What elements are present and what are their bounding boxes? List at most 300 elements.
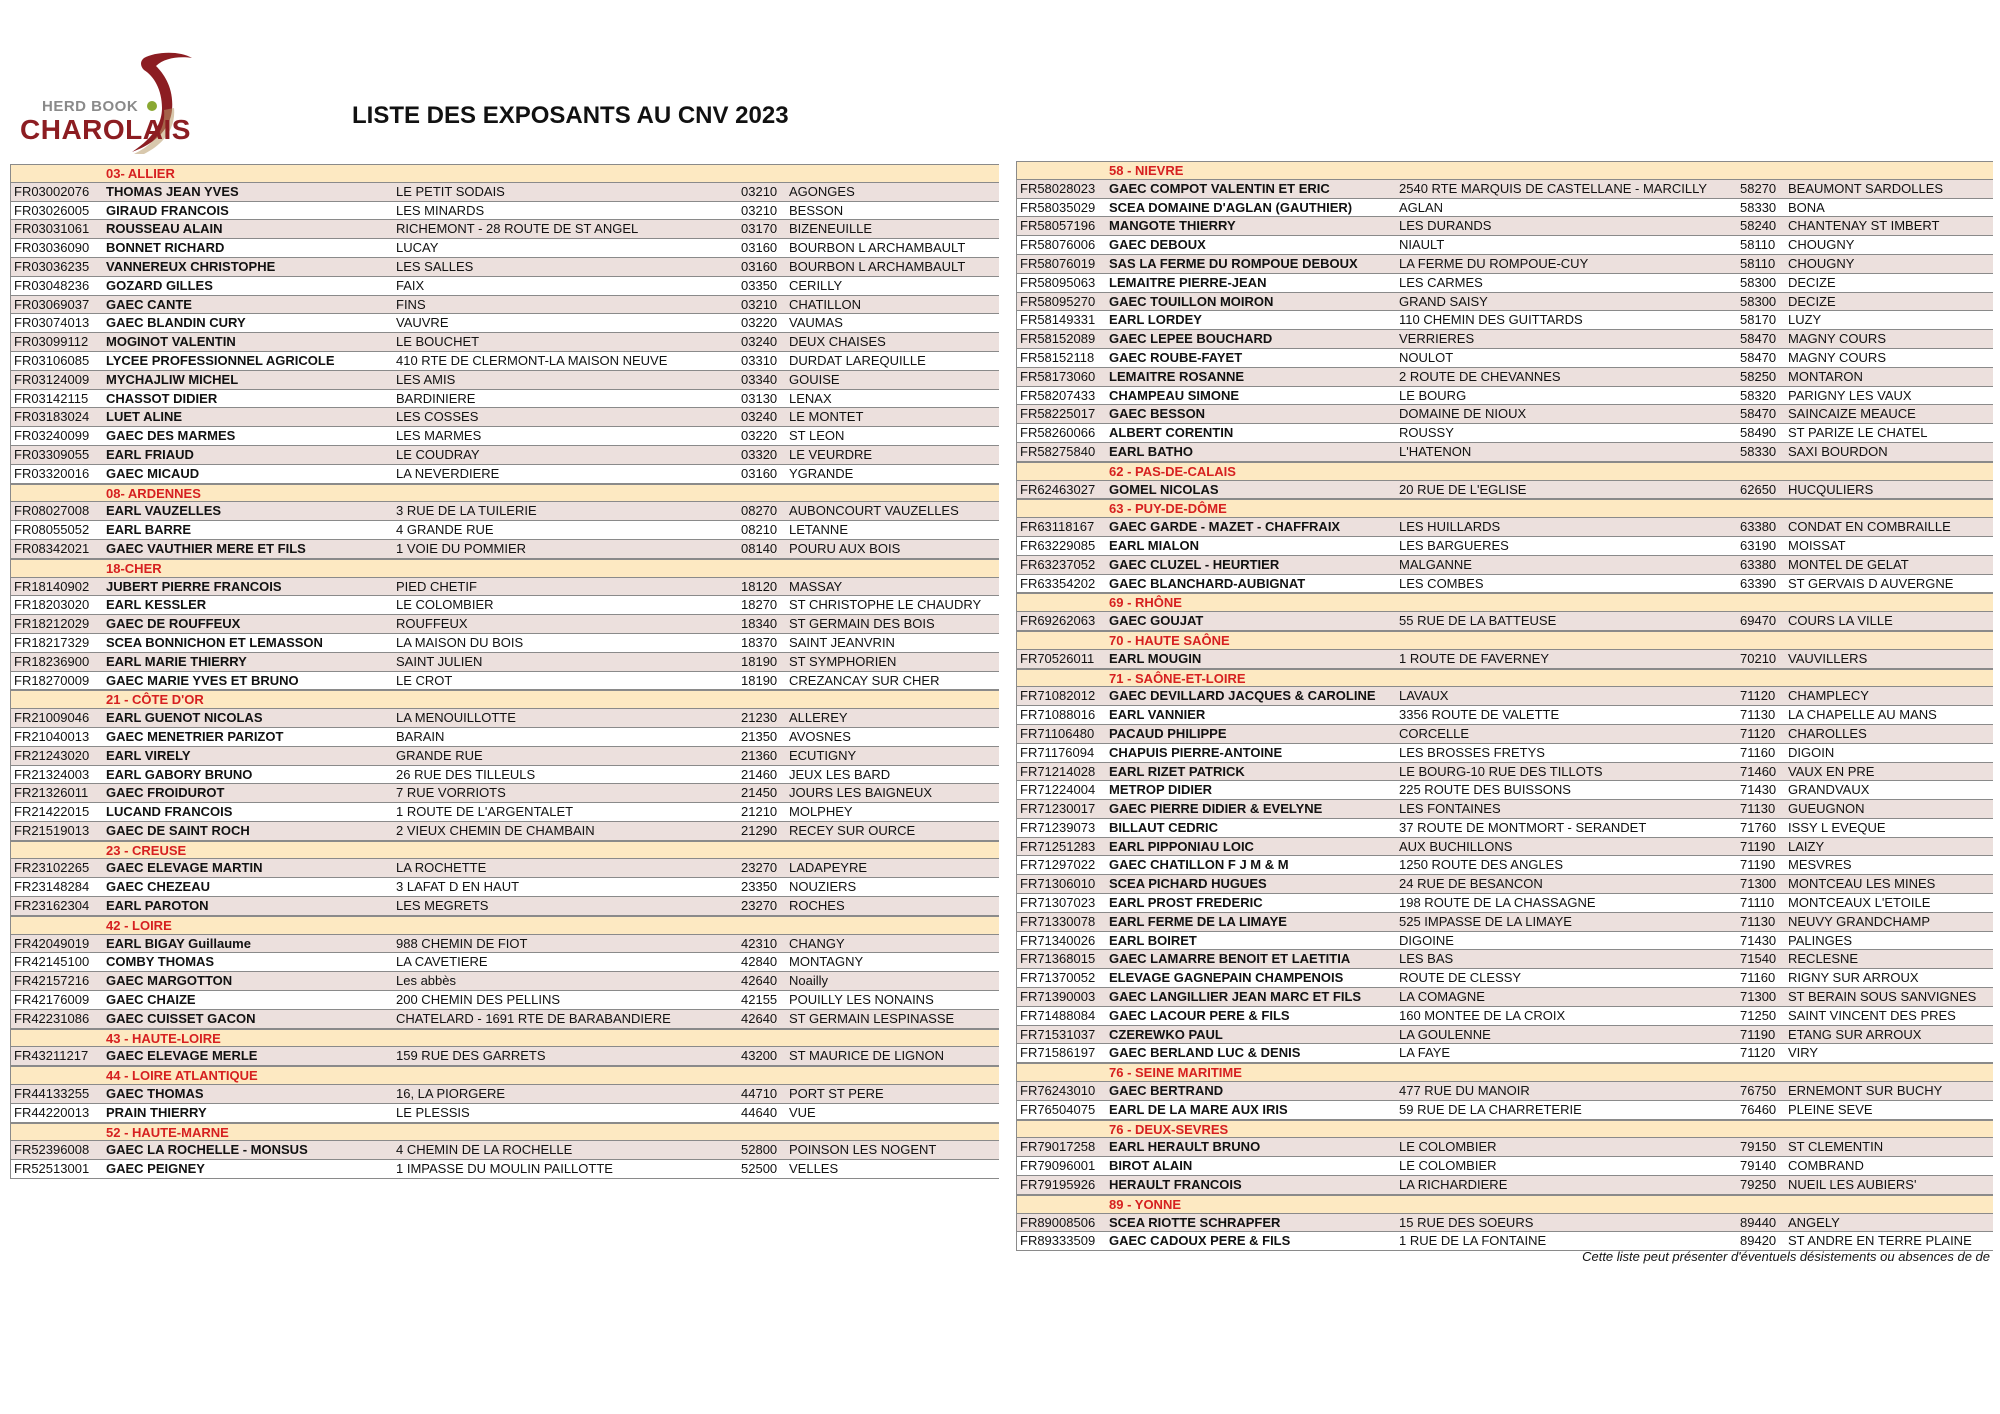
cheptel-number: FR70526011	[1020, 650, 1095, 666]
postal-code: 79250	[1740, 1177, 1777, 1193]
exhibitor-name: GIRAUD FRANCOIS	[106, 202, 229, 218]
table-row	[11, 596, 999, 615]
postal-code: 03210	[741, 296, 778, 312]
city: VAUVILLERS	[1788, 650, 1868, 666]
cheptel-number: FR03031061	[14, 221, 90, 237]
city: ST SYMPHORIEN	[789, 653, 897, 669]
address: 410 RTE DE CLERMONT-LA MAISON NEUVE	[396, 352, 668, 368]
table-row	[11, 578, 999, 597]
city: POURU AUX BOIS	[789, 540, 901, 556]
table-row	[1017, 518, 1993, 537]
city: CHANTENAY ST IMBERT	[1788, 218, 1940, 234]
exhibitor-name: CHASSOT DIDIER	[106, 390, 218, 406]
city: BEAUMONT SARDOLLES	[1788, 180, 1944, 196]
herd-book-charolais-logo	[14, 48, 204, 156]
cheptel-number: FR89008506	[1020, 1214, 1096, 1230]
exhibitor-name: EARL PIPPONIAU LOIC	[1109, 838, 1254, 854]
cheptel-number: FR18236900	[14, 653, 90, 669]
exhibitor-name: BIROT ALAIN	[1109, 1158, 1193, 1174]
department-name: 03- ALLIER	[106, 166, 175, 181]
department-header	[1017, 462, 1993, 481]
table-row	[1017, 405, 1993, 424]
exhibitor-name: GOMEL NICOLAS	[1109, 481, 1219, 497]
exhibitor-name: GAEC COMPOT VALENTIN ET ERIC	[1109, 180, 1330, 196]
cheptel-number: FR21324003	[14, 766, 90, 782]
table-row	[1017, 800, 1993, 819]
city: MASSAY	[789, 578, 843, 594]
address: BARDINIERE	[396, 390, 476, 406]
department-header	[11, 841, 999, 860]
table-row	[1017, 687, 1993, 706]
address: 2 ROUTE DE CHEVANNES	[1399, 368, 1561, 384]
postal-code: 71160	[1740, 970, 1776, 986]
table-row	[1017, 556, 1993, 575]
table-row	[11, 709, 999, 728]
exhibitor-name: EARL MARIE THIERRY	[106, 653, 247, 669]
table-row	[1017, 349, 1993, 368]
city: BONA	[1788, 199, 1825, 215]
cheptel-number: FR79017258	[1020, 1139, 1096, 1155]
address: LE BOURG-10 RUE DES TILLOTS	[1399, 763, 1603, 779]
table-row	[1017, 894, 1993, 913]
postal-code: 18190	[741, 653, 778, 669]
exhibitor-name: GAEC PEIGNEY	[106, 1161, 205, 1177]
city: MONTEL DE GELAT	[1788, 556, 1909, 572]
table-row	[1017, 1044, 1993, 1063]
table-row	[1017, 387, 1993, 406]
cheptel-number: FR71306010	[1020, 876, 1096, 892]
address: NOULOT	[1399, 349, 1454, 365]
postal-code: 03310	[741, 352, 778, 368]
postal-code: 71120	[1740, 725, 1776, 741]
exhibitor-name: GAEC BLANCHARD-AUBIGNAT	[1109, 575, 1306, 591]
city: CREZANCAY SUR CHER	[789, 672, 940, 688]
city: MONTARON	[1788, 368, 1863, 384]
address: 1 ROUTE DE FAVERNEY	[1399, 650, 1550, 666]
cheptel-number: FR42157216	[14, 973, 90, 989]
cheptel-number: FR03099112	[14, 334, 89, 350]
city: POUILLY LES NONAINS	[789, 992, 934, 1008]
postal-code: 71460	[1740, 763, 1777, 779]
cheptel-number: FR58173060	[1020, 368, 1096, 384]
cheptel-number: FR03309055	[14, 446, 90, 462]
exhibitor-name: EARL FRIAUD	[106, 446, 194, 462]
department-name: 44 - LOIRE ATLANTIQUE	[106, 1068, 258, 1084]
department-name: 08- ARDENNES	[106, 485, 201, 501]
address: 200 CHEMIN DES PELLINS	[396, 992, 561, 1008]
postal-code: 43200	[741, 1048, 778, 1064]
cheptel-number: FR71307023	[1020, 895, 1096, 911]
table-row	[1017, 443, 1993, 462]
postal-code: 23350	[741, 879, 778, 895]
table-row	[11, 1104, 999, 1123]
table-row	[11, 371, 999, 390]
city: LE VEURDRE	[789, 446, 873, 462]
department-header	[1017, 499, 1993, 518]
postal-code: 62650	[1740, 481, 1777, 497]
cheptel-number: FR79195926	[1020, 1177, 1096, 1193]
address: NIAULT	[1399, 237, 1445, 253]
city: POINSON LES NOGENT	[789, 1142, 937, 1158]
table-row	[11, 859, 999, 878]
cheptel-number: FR71488084	[1020, 1007, 1096, 1023]
table-row	[11, 672, 999, 691]
address: LES BAS	[1399, 951, 1454, 967]
exhibitor-name: GAEC DE SAINT ROCH	[106, 822, 250, 838]
exhibitor-name: GAEC GARDE - MAZET - CHAFFRAIX	[1109, 519, 1341, 535]
table-row	[1017, 1157, 1993, 1176]
exhibitor-name: EARL RIZET PATRICK	[1109, 763, 1245, 779]
address: 26 RUE DES TILLEULS	[396, 766, 536, 782]
city: CHAMPLECY	[1788, 688, 1869, 704]
cheptel-number: FR03026005	[14, 202, 90, 218]
postal-code: 58470	[1740, 406, 1777, 422]
postal-code: 58330	[1740, 199, 1777, 215]
cheptel-number: FR71370052	[1020, 970, 1096, 986]
address: LE PLESSIS	[396, 1104, 470, 1120]
postal-code: 03240	[741, 409, 778, 425]
postal-code: 71120	[1740, 688, 1776, 704]
city: AGONGES	[789, 183, 855, 199]
city: VUE	[789, 1104, 816, 1120]
address: 525 IMPASSE DE LA LIMAYE	[1399, 913, 1572, 929]
exhibitor-name: VANNEREUX CHRISTOPHE	[106, 258, 276, 274]
postal-code: 21460	[741, 766, 778, 782]
cheptel-number: FR71082012	[1020, 688, 1096, 704]
table-row	[1017, 368, 1993, 387]
table-row	[11, 935, 999, 954]
postal-code: 71130	[1740, 707, 1776, 723]
cheptel-number: FR42231086	[14, 1010, 90, 1026]
city: NUEIL LES AUBIERS'	[1788, 1177, 1917, 1193]
table-row	[1017, 481, 1993, 500]
table-row	[1017, 575, 1993, 594]
postal-code: 71190	[1740, 857, 1776, 873]
address: VAUVRE	[396, 315, 449, 331]
cheptel-number: FR71340026	[1020, 932, 1096, 948]
exhibitor-name: MANGOTE THIERRY	[1109, 218, 1236, 234]
exhibitor-name: CZEREWKO PAUL	[1109, 1026, 1223, 1042]
cheptel-number: FR58057196	[1020, 218, 1096, 234]
exhibitor-name: GAEC TOUILLON MOIRON	[1109, 293, 1274, 309]
exhibitor-name: SCEA RIOTTE SCHRAPFER	[1109, 1214, 1281, 1230]
cheptel-number: FR63229085	[1020, 537, 1096, 553]
table-row	[11, 1160, 999, 1179]
address: MALGANNE	[1399, 556, 1472, 572]
table-row	[11, 333, 999, 352]
city: COMBRAND	[1788, 1158, 1864, 1174]
address: LA FERME DU ROMPOUE-CUY	[1399, 255, 1589, 271]
postal-code: 71190	[1740, 838, 1776, 854]
table-row	[11, 1047, 999, 1066]
table-row	[1017, 1007, 1993, 1026]
cheptel-number: FR71224004	[1020, 782, 1096, 798]
department-header	[11, 916, 999, 935]
cheptel-number: FR58035029	[1020, 199, 1096, 215]
exhibitor-name: EARL GUENOT NICOLAS	[106, 710, 263, 726]
cheptel-number: FR03002076	[14, 183, 90, 199]
cheptel-number: FR69262063	[1020, 613, 1096, 629]
city: NOUZIERS	[789, 879, 857, 895]
exhibitor-name: EARL HERAULT BRUNO	[1109, 1139, 1261, 1155]
address: LES COMBES	[1399, 575, 1484, 591]
logo-charolais: CHAROLAIS	[20, 114, 191, 145]
postal-code: 71120	[1740, 1045, 1776, 1061]
table-row	[11, 408, 999, 427]
table-row	[1017, 781, 1993, 800]
city: DECIZE	[1788, 293, 1836, 309]
address: VERRIERES	[1399, 331, 1475, 347]
cheptel-number: FR18212029	[14, 616, 90, 632]
cheptel-number: FR21243020	[14, 747, 90, 763]
table-row	[11, 465, 999, 484]
cheptel-number: FR58095063	[1020, 274, 1096, 290]
postal-code: 58470	[1740, 331, 1777, 347]
address: LE CROT	[396, 672, 453, 688]
table-row	[1017, 537, 1993, 556]
city: ETANG SUR ARROUX	[1788, 1026, 1922, 1042]
postal-code: 71300	[1740, 876, 1777, 892]
exhibitor-name: BONNET RICHARD	[106, 240, 225, 256]
postal-code: 03210	[741, 202, 778, 218]
address: ROUSSY	[1399, 425, 1454, 441]
postal-code: 58240	[1740, 218, 1777, 234]
table-row	[11, 728, 999, 747]
address: 15 RUE DES SOEURS	[1399, 1214, 1534, 1230]
exhibitor-name: GAEC LACOUR PERE & FILS	[1109, 1007, 1290, 1023]
city: ISSY L EVEQUE	[1788, 819, 1886, 835]
cheptel-number: FR79096001	[1020, 1158, 1096, 1174]
address: AGLAN	[1399, 199, 1444, 215]
exhibitor-name: EARL MOUGIN	[1109, 650, 1202, 666]
cheptel-number: FR58207433	[1020, 387, 1096, 403]
postal-code: 08210	[741, 522, 778, 538]
postal-code: 58320	[1740, 387, 1777, 403]
postal-code: 71160	[1740, 744, 1776, 760]
address: FAIX	[396, 277, 425, 293]
city: CHANGY	[789, 935, 845, 951]
department-name: 52 - HAUTE-MARNE	[106, 1124, 229, 1140]
address: Les abbès	[396, 973, 456, 989]
address: GRAND SAISY	[1399, 293, 1488, 309]
table-row	[11, 390, 999, 409]
postal-code: 63190	[1740, 537, 1777, 553]
address: LA RICHARDIERE	[1399, 1177, 1508, 1193]
address: LA GOULENNE	[1399, 1026, 1491, 1042]
city: ECUTIGNY	[789, 747, 857, 763]
postal-code: 42640	[741, 1010, 778, 1026]
cheptel-number: FR03048236	[14, 277, 90, 293]
table-row	[1017, 838, 1993, 857]
city: PLEINE SEVE	[1788, 1101, 1873, 1117]
table-row	[1017, 1176, 1993, 1195]
postal-code: 58300	[1740, 274, 1777, 290]
postal-code: 03170	[741, 221, 778, 237]
exhibitor-name: PACAUD PHILIPPE	[1109, 725, 1227, 741]
exhibitor-name: GAEC ELEVAGE MERLE	[106, 1048, 258, 1064]
cheptel-number: FR71297022	[1020, 857, 1096, 873]
address: LA NEVERDIERE	[396, 465, 500, 481]
department-header	[11, 1123, 999, 1142]
department-name: 62 - PAS-DE-CALAIS	[1109, 463, 1236, 479]
address: 20 RUE DE L'EGLISE	[1399, 481, 1527, 497]
cheptel-number: FR21422015	[14, 804, 90, 820]
table-row	[11, 202, 999, 221]
cheptel-number: FR03124009	[14, 371, 90, 387]
address: LE COLOMBIER	[1399, 1158, 1497, 1174]
address: LA ROCHETTE	[396, 860, 487, 876]
table-row	[1017, 1026, 1993, 1045]
exhibitor-name: GOZARD GILLES	[106, 277, 213, 293]
postal-code: 71430	[1740, 782, 1777, 798]
address: ROUTE DE CLESSY	[1399, 970, 1522, 986]
city: SAINT VINCENT DES PRES	[1788, 1007, 1956, 1023]
postal-code: 03160	[741, 240, 778, 256]
cheptel-number: FR58260066	[1020, 425, 1096, 441]
postal-code: 03210	[741, 183, 778, 199]
cheptel-number: FR44220013	[14, 1104, 90, 1120]
city: LENAX	[789, 390, 832, 406]
cheptel-number: FR71330078	[1020, 913, 1096, 929]
cheptel-number: FR63354202	[1020, 575, 1096, 591]
city: ERNEMONT SUR BUCHY	[1788, 1083, 1943, 1099]
table-row	[1017, 988, 1993, 1007]
city: HUCQULIERS	[1788, 481, 1874, 497]
city: LA CHAPELLE AU MANS	[1788, 707, 1937, 723]
exhibitor-name: GAEC MENETRIER PARIZOT	[106, 728, 284, 744]
table-row	[11, 183, 999, 202]
city: SAINT JEANVRIN	[789, 634, 895, 650]
postal-code: 03220	[741, 428, 778, 444]
department-name: 89 - YONNE	[1109, 1196, 1182, 1212]
postal-code: 71110	[1740, 895, 1775, 911]
address: 4 CHEMIN DE LA ROCHELLE	[396, 1142, 573, 1158]
table-row	[1017, 950, 1993, 969]
exhibitor-name: LUCAND FRANCOIS	[106, 804, 233, 820]
address: L'HATENON	[1399, 443, 1472, 459]
city: CONDAT EN COMBRAILLE	[1788, 519, 1951, 535]
cheptel-number: FR71106480	[1020, 725, 1095, 741]
exhibitor-name: SCEA PICHARD HUGUES	[1109, 876, 1267, 892]
table-row	[11, 634, 999, 653]
city: BESSON	[789, 202, 844, 218]
city: DURDAT LAREQUILLE	[789, 352, 926, 368]
cheptel-number: FR58152118	[1020, 349, 1095, 365]
address: LUCAY	[396, 240, 439, 256]
address: 16, LA PIORGERE	[396, 1086, 506, 1102]
city: ST GERMAIN LESPINASSE	[789, 1010, 955, 1026]
address: LES DURANDS	[1399, 218, 1492, 234]
cheptel-number: FR03240099	[14, 428, 90, 444]
department-header	[11, 484, 999, 503]
address: LES COSSES	[396, 409, 479, 425]
exhibitor-name: GAEC CHAIZE	[106, 992, 196, 1008]
city: VIRY	[1788, 1045, 1819, 1061]
postal-code: 58270	[1740, 180, 1777, 196]
table-row	[11, 972, 999, 991]
postal-code: 71250	[1740, 1007, 1777, 1023]
exhibitor-name: EARL PROST FREDERIC	[1109, 895, 1263, 911]
cheptel-number: FR71214028	[1020, 763, 1096, 779]
cheptel-number: FR03074013	[14, 315, 90, 331]
address: 225 ROUTE DES BUISSONS	[1399, 782, 1571, 798]
exhibitor-name: GAEC PIERRE DIDIER & EVELYNE	[1109, 801, 1323, 817]
table-row	[1017, 744, 1993, 763]
city: GOUISE	[789, 371, 840, 387]
address: RICHEMONT - 28 ROUTE DE ST ANGEL	[396, 221, 639, 237]
cheptel-number: FR23148284	[14, 879, 90, 895]
postal-code: 03160	[741, 258, 778, 274]
exhibitor-name: JUBERT PIERRE FRANCOIS	[106, 578, 282, 594]
table-row	[1017, 875, 1993, 894]
department-name: 69 - RHÔNE	[1109, 595, 1182, 611]
cheptel-number: FR18140902	[14, 578, 90, 594]
city: CHAROLLES	[1788, 725, 1867, 741]
address: 988 CHEMIN DE FIOT	[396, 935, 528, 951]
cheptel-number: FR21326011	[14, 785, 89, 801]
table-row	[11, 653, 999, 672]
cheptel-number: FR63118167	[1020, 519, 1095, 535]
exhibitor-name: LUET ALINE	[106, 409, 183, 425]
exhibitor-name: ALBERT CORENTIN	[1109, 425, 1234, 441]
postal-code: 44640	[741, 1104, 778, 1120]
postal-code: 03350	[741, 277, 778, 293]
city: BIZENEUILLE	[789, 221, 873, 237]
exhibitor-name: GAEC MARIE YVES ET BRUNO	[106, 672, 299, 688]
postal-code: 42640	[741, 973, 778, 989]
table-row	[1017, 856, 1993, 875]
city: VELLES	[789, 1161, 839, 1177]
table-row	[11, 277, 999, 296]
address: CHATELARD - 1691 RTE DE BARABANDIERE	[396, 1010, 671, 1026]
address: 59 RUE DE LA CHARRETERIE	[1399, 1101, 1582, 1117]
cheptel-number: FR62463027	[1020, 481, 1096, 497]
city: MAGNY COURS	[1788, 349, 1886, 365]
city: ST GERMAIN DES BOIS	[789, 616, 935, 632]
cheptel-number: FR71239073	[1020, 819, 1096, 835]
address: 1250 ROUTE DES ANGLES	[1399, 857, 1564, 873]
address: 2 VIEUX CHEMIN DE CHAMBAIN	[396, 822, 595, 838]
city: DECIZE	[1788, 274, 1836, 290]
exhibitor-name: GAEC CUISSET GACON	[106, 1010, 256, 1026]
postal-code: 58470	[1740, 349, 1777, 365]
exhibitor-name: EARL PAROTON	[106, 898, 209, 914]
exhibitor-name: EARL VANNIER	[1109, 707, 1206, 723]
table-row	[1017, 706, 1993, 725]
exhibitor-name: EARL FERME DE LA LIMAYE	[1109, 913, 1287, 929]
address: DOMAINE DE NIOUX	[1399, 406, 1527, 422]
department-header	[11, 1029, 999, 1048]
table-row	[11, 352, 999, 371]
postal-code: 03160	[741, 465, 778, 481]
exhibitors-table-right	[1016, 161, 1993, 1251]
postal-code: 21450	[741, 785, 778, 801]
postal-code: 71190	[1740, 1026, 1776, 1042]
cheptel-number: FR03069037	[14, 296, 90, 312]
postal-code: 58300	[1740, 293, 1777, 309]
cheptel-number: FR58225017	[1020, 406, 1096, 422]
table-row	[11, 615, 999, 634]
postal-code: 58330	[1740, 443, 1777, 459]
exhibitor-name: HERAULT FRANCOIS	[1109, 1177, 1242, 1193]
department-name: 58 - NIEVRE	[1109, 163, 1184, 178]
table-row	[11, 258, 999, 277]
exhibitor-name: LEMAITRE PIERRE-JEAN	[1109, 274, 1267, 290]
cheptel-number: FR76504075	[1020, 1101, 1096, 1117]
cheptel-number: FR21519013	[14, 822, 90, 838]
exhibitor-name: GAEC DEVILLARD JACQUES & CAROLINE	[1109, 688, 1376, 704]
cheptel-number: FR08027008	[14, 503, 90, 519]
